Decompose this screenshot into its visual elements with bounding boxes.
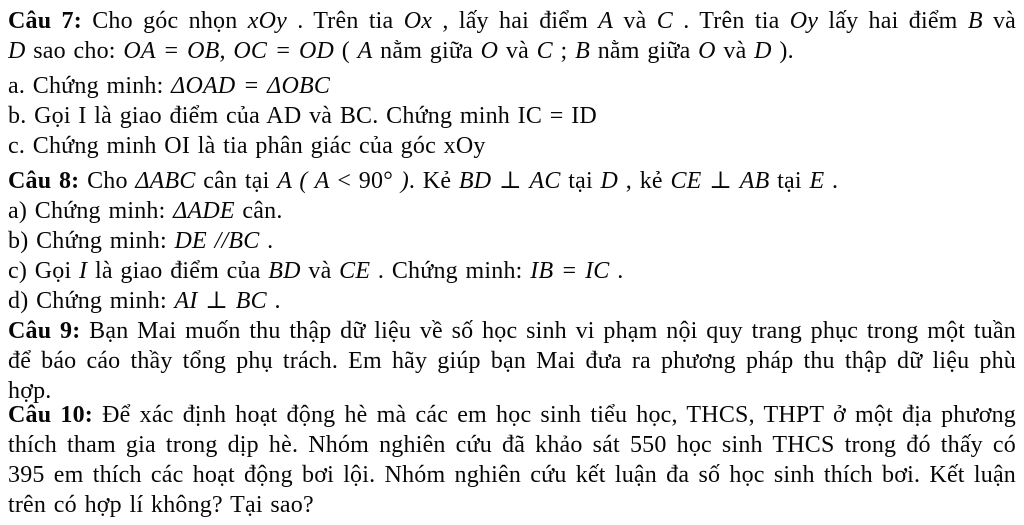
body-text: d) Chứng minh: — [8, 288, 175, 314]
math-expression: E — [809, 168, 825, 194]
body-text: < 90° — [329, 168, 401, 194]
math-expression: I — [79, 258, 88, 284]
body-text: ⊥ — [701, 168, 740, 194]
body-text: và — [498, 38, 537, 64]
body-text: trên có hợp lí không? Tại sao? — [8, 492, 314, 518]
body-text: và — [300, 258, 340, 284]
math-expression: IB = IC — [530, 258, 610, 284]
body-text: và — [613, 8, 657, 34]
body-text: 395 em thích các hoạt động bơi lội. Nhóm nghiên cứu kết luận đa số học sinh thích bơi. Kết luận — [8, 462, 1016, 488]
body-text: . — [266, 288, 281, 314]
line-cau10-text-1 — [8, 400, 1016, 430]
body-text: ; — [552, 38, 576, 64]
line-cau10-text-4 — [8, 490, 1016, 520]
body-text: , kẻ — [618, 168, 671, 194]
line-cau7-intro-2 — [8, 36, 1016, 66]
math-expression: C — [536, 38, 553, 64]
body-text: , lấy hai điểm — [432, 8, 599, 34]
body-text: c. Chứng minh OI là tia phân giác của góc xOy — [8, 133, 486, 159]
body-text: nằm giữa — [590, 38, 699, 64]
math-expression: BD — [268, 258, 301, 284]
body-text: . — [259, 228, 274, 254]
body-text: hợp. — [8, 378, 52, 404]
body-text: a) Chứng minh: — [8, 198, 174, 224]
body-text: . — [824, 168, 839, 194]
math-expression: C — [656, 8, 673, 34]
body-text: và — [982, 8, 1016, 34]
math-expression: A — [357, 38, 373, 64]
math-expression: O — [480, 38, 499, 64]
line-cau10-text-3 — [8, 460, 1016, 490]
math-expression: AI — [174, 288, 198, 314]
math-expression: Ox — [403, 8, 433, 34]
body-text: cân. — [234, 198, 283, 224]
math-expression: O — [698, 38, 716, 64]
math-expression: CE — [339, 258, 371, 284]
line-cau7-intro-1 — [8, 6, 1016, 36]
line-cau8-part-c — [8, 256, 1016, 286]
math-expression: A ( A — [277, 168, 330, 194]
body-text: . Trên tia — [672, 8, 790, 34]
math-expression: D — [754, 38, 772, 64]
math-expression: BD — [458, 168, 492, 194]
body-text: . Chứng minh: — [370, 258, 531, 284]
body-text: ⊥ — [491, 168, 530, 194]
math-expression: ΔOAD = ΔOBC — [171, 73, 331, 99]
math-expression: A — [598, 8, 614, 34]
body-text: thích tham gia trong dịp hè. Nhóm nghiên cứu đã khảo sát 550 học sinh THCS trong đó thấy có — [8, 432, 1016, 458]
math-expression: B — [967, 8, 983, 34]
body-text: lấy hai điểm — [818, 8, 968, 34]
question-label: Câu 7: — [8, 8, 82, 34]
question-label: Câu 10: — [8, 402, 94, 428]
math-expression: DE //BC — [174, 228, 260, 254]
math-expression: AB — [739, 168, 770, 194]
math-expression: D — [8, 38, 26, 64]
math-expression: ΔADE — [173, 198, 235, 224]
body-text: Bạn Mai muốn thu thập dữ liệu về số học sinh vi phạm nội quy trang phục trong một tuần — [80, 318, 1016, 344]
body-text: Cho — [79, 168, 136, 194]
math-expression: BC — [235, 288, 267, 314]
line-cau8-part-d — [8, 286, 1016, 316]
line-cau10-text-2 — [8, 430, 1016, 460]
body-text: Cho góc nhọn — [81, 8, 248, 34]
math-expression: xOy — [247, 8, 287, 34]
body-text: ⊥ — [197, 288, 236, 314]
body-text: . Kẻ — [408, 168, 459, 194]
math-expression: Oy — [789, 8, 819, 34]
math-expression: ) — [400, 168, 409, 194]
body-text: c) Gọi — [8, 258, 80, 284]
body-text: cân tại — [195, 168, 278, 194]
math-expression: ΔABC — [135, 168, 196, 194]
body-text: . Trên tia — [286, 8, 404, 34]
body-text: và — [715, 38, 755, 64]
body-text: tại — [769, 168, 810, 194]
math-expression: D — [600, 168, 619, 194]
line-cau7-part-a — [8, 71, 1016, 101]
body-text: Để xác định hoạt động hè mà các em học sinh tiểu học, THCS, THPT ở một địa phương — [93, 402, 1016, 428]
math-expression: CE — [670, 168, 702, 194]
body-text: b) Chứng minh: — [8, 228, 175, 254]
line-cau8-part-b — [8, 226, 1016, 256]
line-cau8-part-a — [8, 196, 1016, 226]
body-text: b. Gọi I là giao điểm của AD và BC. Chứng minh IC = ID — [8, 103, 597, 129]
body-text: . — [609, 258, 624, 284]
question-label: Câu 8: — [8, 168, 80, 194]
body-text: là giao điểm của — [87, 258, 269, 284]
body-text: a. Chứng minh: — [8, 73, 172, 99]
line-cau9-text-1 — [8, 316, 1016, 346]
body-text: để báo cáo thầy tổng phụ trách. Em hãy giúp bạn Mai đưa ra phương pháp thu thập dữ liệu phù — [8, 348, 1016, 374]
math-expression: B — [575, 38, 591, 64]
math-expression: OA = OB, OC = OD — [123, 38, 335, 64]
line-cau9-text-2 — [8, 346, 1016, 376]
body-text: ( — [334, 38, 358, 64]
line-cau7-part-c — [8, 131, 1016, 161]
body-text: nằm giữa — [372, 38, 481, 64]
question-label: Câu 9: — [8, 318, 81, 344]
body-text: sao cho: — [25, 38, 124, 64]
body-text: ). — [771, 38, 794, 64]
line-cau8-intro — [8, 166, 1016, 196]
math-expression: AC — [529, 168, 561, 194]
line-cau7-part-b — [8, 101, 1016, 131]
body-text: tại — [560, 168, 601, 194]
